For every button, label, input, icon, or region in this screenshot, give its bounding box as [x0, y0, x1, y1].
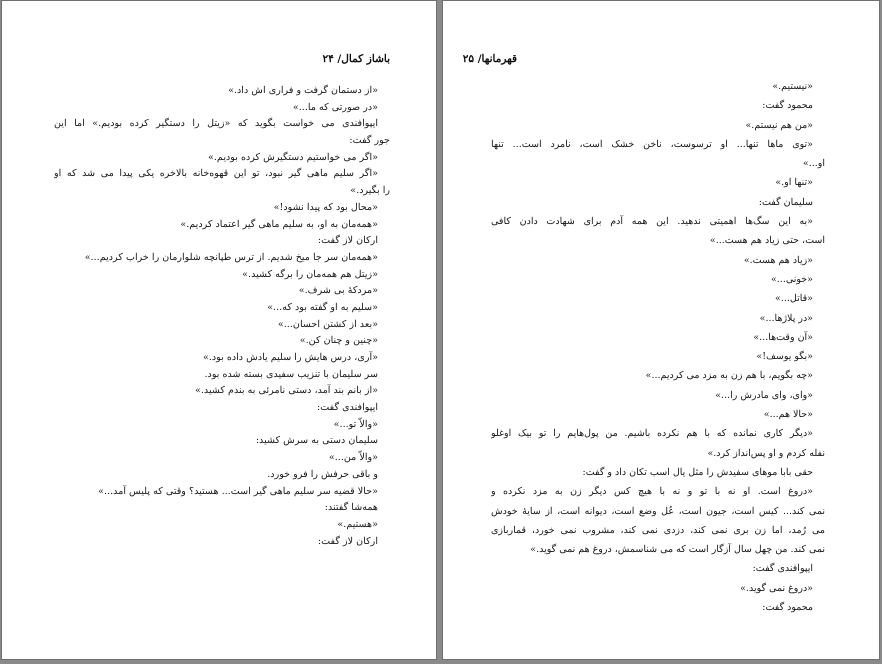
- text-line: ارکان لاز گفت:: [317, 235, 378, 247]
- text-line: نمی کند... کیس است، جیون است، عُل وضع است، دیوانه است، از سایهٔ خودش: [491, 505, 825, 517]
- text-line: «خونی...»: [770, 273, 813, 285]
- text-line: «دروغ است. او نه با تو و نه با هیچ کس دیگر زن به مزد نکرده و: [491, 486, 813, 498]
- text-line: است، حتی زیاد هم هست...»: [709, 235, 825, 247]
- text-line: همه‌شا گفتند:: [324, 502, 378, 514]
- text-line: «محال بود که پیدا نشود!»: [273, 201, 378, 213]
- text-line: حقی بابا موهای سفیدش را مثل یال اسب تکان داد و گفت:: [582, 466, 813, 478]
- text-line: «در صورتی که ما...»: [292, 101, 378, 113]
- text-line: و باقی حرفش را فرو خورد.: [267, 468, 378, 480]
- page-text: [54, 83, 390, 550]
- page-text: [491, 77, 825, 617]
- text-line: «من هم نیستم.»: [745, 119, 813, 131]
- text-line: محمود گفت:: [762, 100, 813, 112]
- text-line: «بگو یوسف!»: [756, 351, 813, 363]
- text-line: «تنها او.»: [775, 177, 813, 189]
- text-line: «بعد از کشتن احسان...»: [277, 318, 378, 330]
- text-line: «آری، درس هایش را سلیم یادش داده بود.»: [202, 352, 378, 363]
- text-line: «حالا قضیه سر سلیم ماهی گیر است... هستید؟ وقتی که پلیس آمد...»: [98, 485, 378, 497]
- text-line: نمی کند. من چهل سال آزگار است که می شناسمش، دروغ هم نمی گوید.»: [530, 544, 825, 556]
- running-header: باشاز کمال/ ۲۴: [322, 53, 390, 65]
- text-line: «والاّ تو...»: [333, 418, 378, 430]
- text-line: می رُمد، اما زن بری نمی کند، دزدی نمی کند، مشروب نمی خورد، قماربازی: [491, 524, 825, 536]
- text-line: «اگر می خواستیم دستگیرش کرده بودیم.»: [208, 151, 378, 163]
- text-line: سلیمان دستی به سرش کشید:: [255, 435, 378, 447]
- text-line: «هستیم.»: [337, 518, 378, 530]
- text-line: «از دستمان گرفت و فراری اش داد.»: [228, 85, 378, 96]
- text-line: «دروغ نمی گوید.»: [740, 582, 813, 594]
- right-book-page: [442, 0, 880, 660]
- text-line: سلیمان گفت:: [758, 196, 813, 208]
- text-line: «همه‌مان به او، به سلیم ماهی گیر اعتماد کردیم.»: [180, 218, 378, 230]
- text-line: «زیتل هم همه‌مان را برگه کشید.»: [242, 268, 378, 280]
- text-line: «به این سگ‌ها اهمیتی ندهید. این همه آدم برای شهادت دادن کافی: [491, 216, 813, 228]
- text-line: ایپوافندی گفت:: [752, 563, 813, 575]
- text-line: «توی ماها تنها... او ترسوست، ناخن خشک است، نامرد است... تنها: [491, 138, 813, 150]
- text-line: «قاتل...»: [775, 293, 813, 305]
- text-line: او...»: [802, 158, 825, 170]
- text-line: «نیستیم.»: [772, 81, 813, 92]
- text-line: «همه‌مان سر جا میخ شدیم. از ترس طپانچه شلوارمان را خراب کردیم...»: [84, 251, 378, 263]
- text-line: «چه بگویم، با هم زن به مزد می کردیم...»: [645, 370, 813, 382]
- text-line: «اگر سلیم ماهی گیر نبود، تو این قهوه‌خانه بالاخره یکی پیدا می شد که او: [54, 168, 378, 180]
- text-line: سر سلیمان با تنزیب سفیدی بسته شده بود.: [204, 368, 378, 380]
- text-line: ارکان لاز گفت:: [317, 535, 378, 547]
- text-line: «مردکهٔ بی شرف.»: [298, 285, 378, 297]
- text-line: «وای، وای مادرش را...»: [715, 389, 813, 401]
- text-line: «از بانم بند آمد، دستی نامرئی به بندم کشید.»: [195, 385, 378, 397]
- text-line: را بگیرد.»: [350, 185, 390, 197]
- text-line: «دیگر کاری نمانده که با هم نکرده باشیم. من پول‌هایم را تو بیک اوغلو: [491, 428, 813, 440]
- running-header: قهرمانها/ ۲۵: [462, 53, 517, 65]
- text-line: نفله کردم و او پس‌انداز کرد.»: [707, 447, 825, 459]
- text-line: ایپوافندی می خواست بگوید که «زیتل را دستگیر کرده بودیم.» اما این: [54, 118, 378, 130]
- text-line: «والاّ من...»: [328, 452, 378, 464]
- text-line: جور گفت:: [349, 135, 390, 147]
- text-line: ایپوافندی گفت:: [316, 402, 378, 414]
- text-line: «آن وقت‌ها...»: [753, 331, 813, 343]
- text-line: محمود گفت:: [762, 602, 813, 614]
- text-line: «چنین و چنان کن.»: [299, 335, 378, 347]
- left-book-page: [1, 0, 437, 660]
- text-line: «حالا هم...»: [763, 409, 813, 421]
- text-line: «زیاد هم هست.»: [743, 254, 813, 266]
- text-line: «سلیم به او گفته بود که...»: [267, 301, 378, 313]
- text-line: «در پلاژها...»: [759, 312, 813, 324]
